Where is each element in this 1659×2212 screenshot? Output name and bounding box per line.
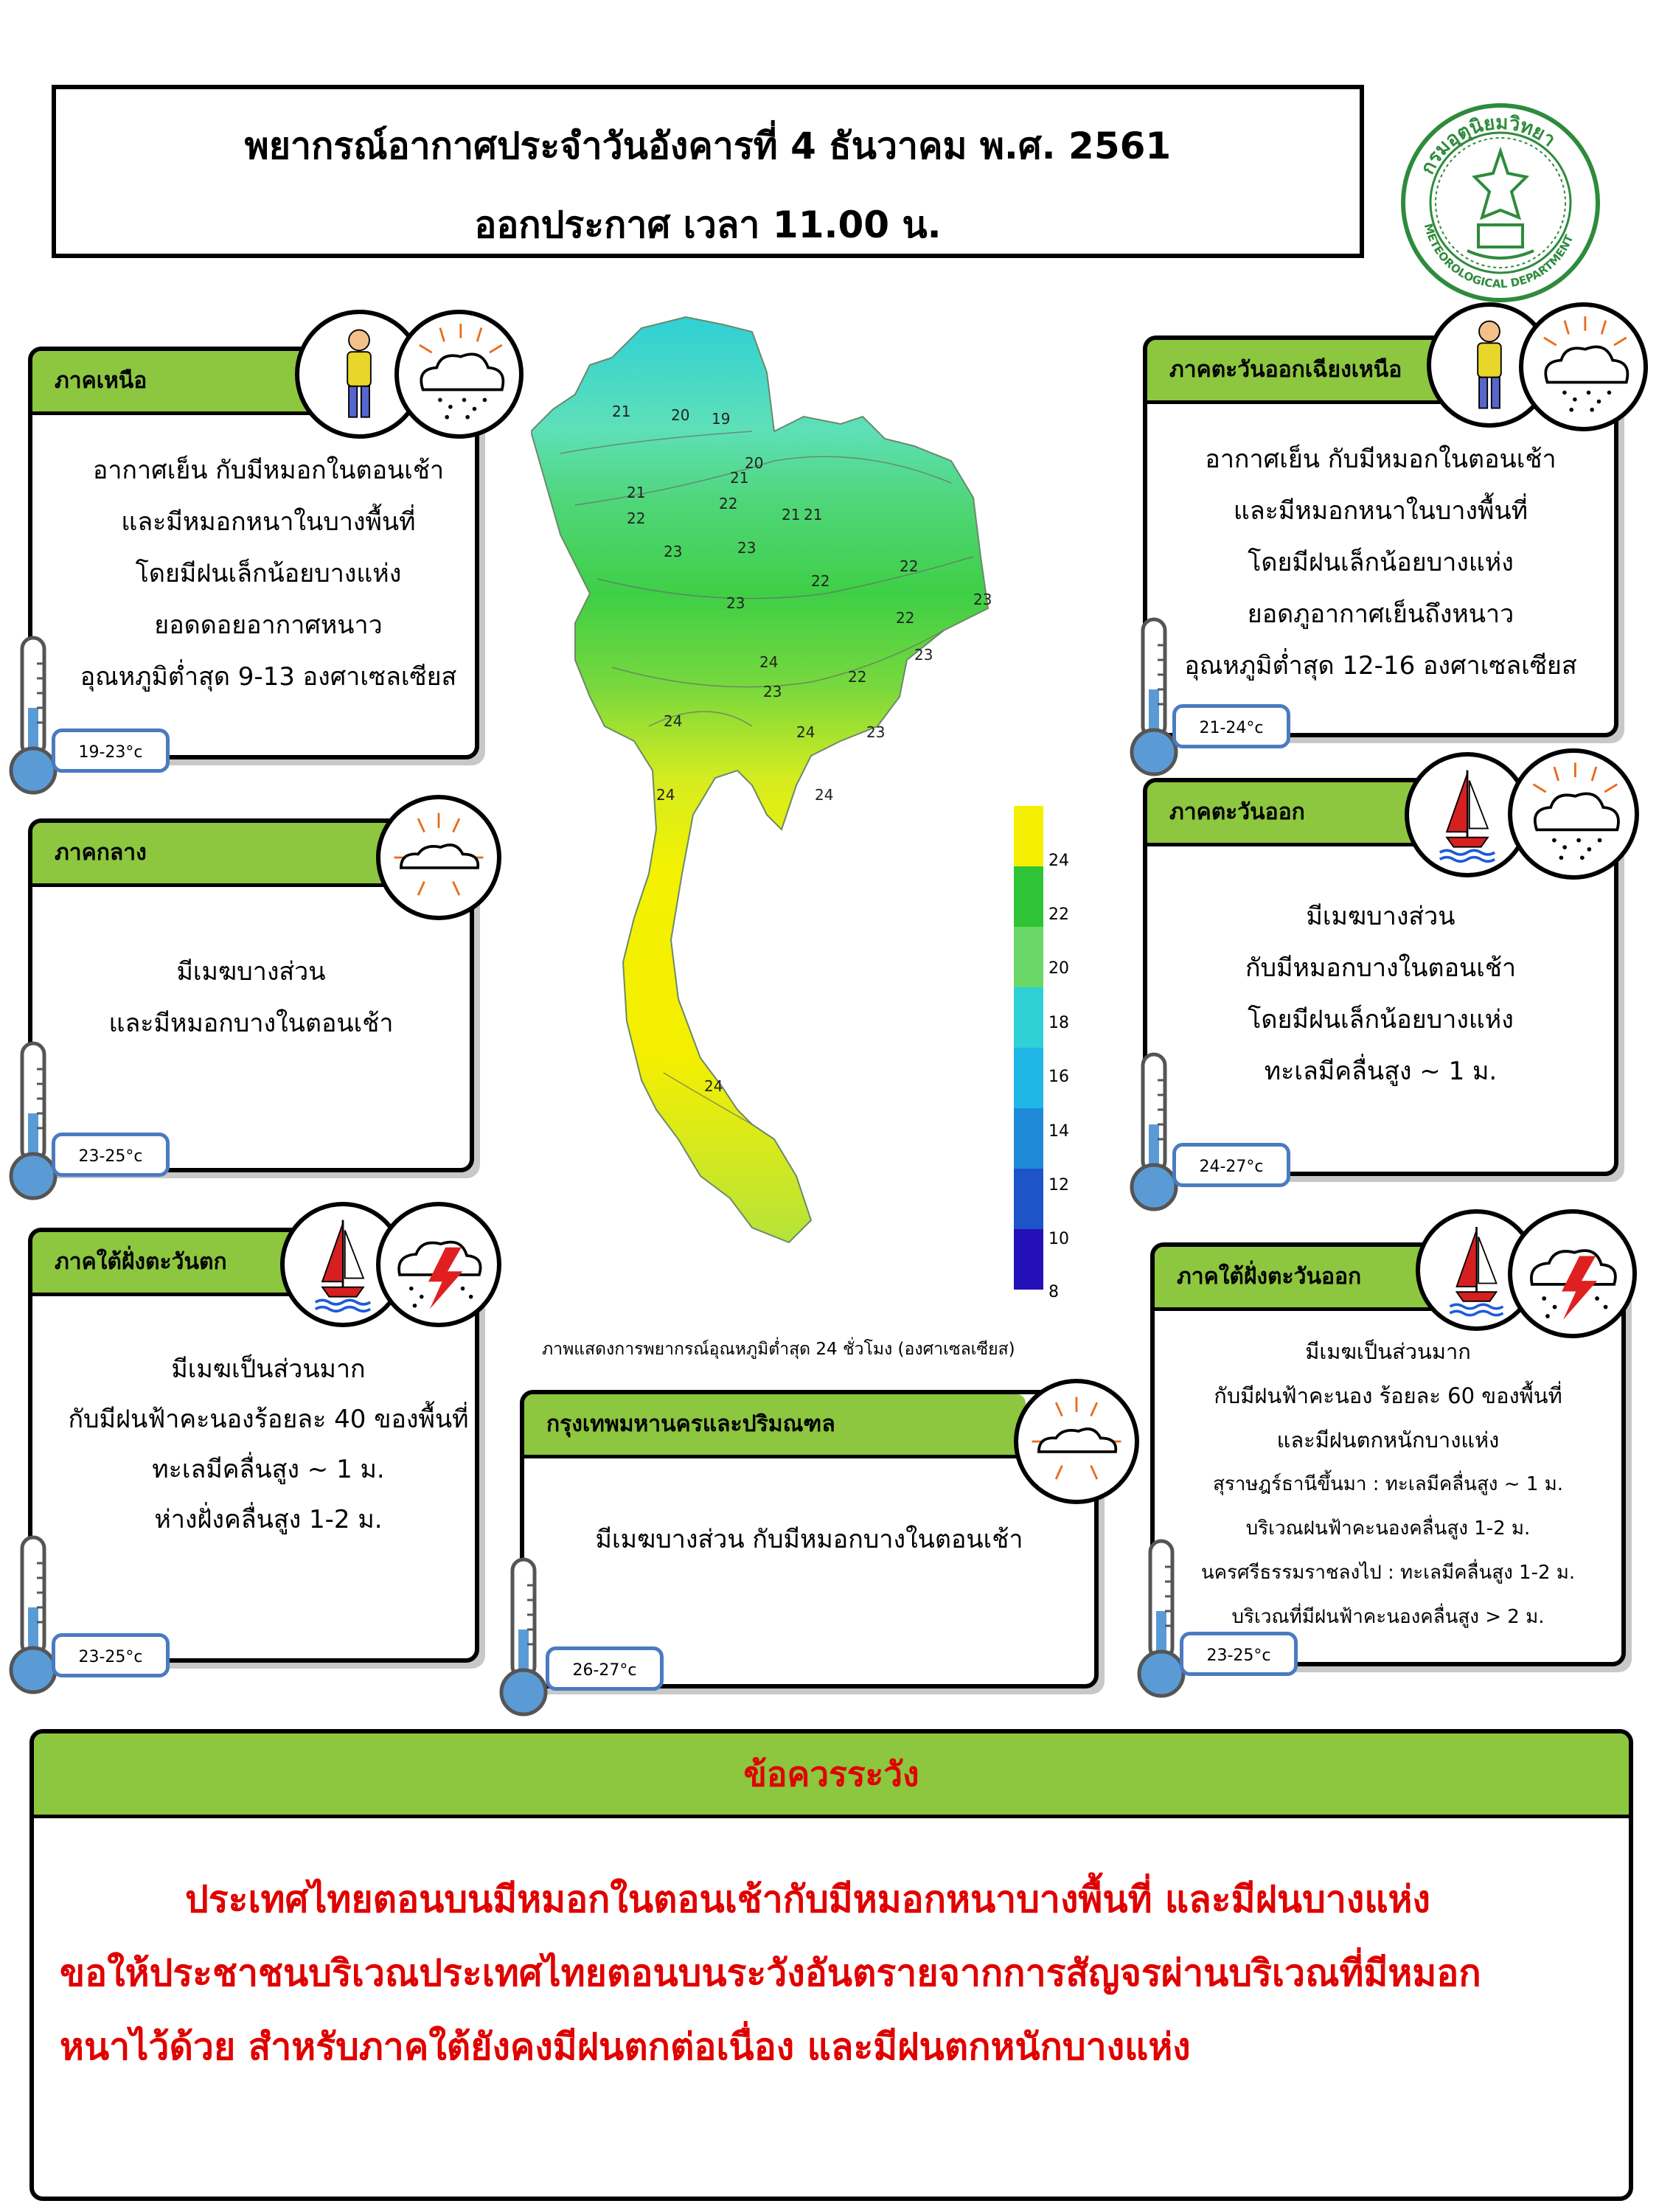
svg-text:23: 23 xyxy=(866,723,886,741)
logo-thai-text: กรมอุตุนิยมวิทยา xyxy=(1416,111,1560,178)
cloud-sun-icon xyxy=(376,795,501,920)
east-line-3: โดยมีฝนเล็กน้อยบางแห่ง xyxy=(1248,1005,1514,1034)
northeast-cloud-rain-sun-icon xyxy=(1519,302,1648,431)
bangkok-thermometer-icon xyxy=(494,1556,553,1718)
panel-east-header: ภาคตะวันออก xyxy=(1147,782,1442,846)
central-line-1: มีเมฆบางส่วน xyxy=(176,957,326,987)
svg-text:24: 24 xyxy=(664,712,683,730)
northeast-line-2: และมีหมอกหนาในบางพื้นที่ xyxy=(1233,496,1528,526)
svg-text:23: 23 xyxy=(973,591,992,608)
panel-bangkok xyxy=(520,1390,1099,1688)
north-line-4: ยอดดอยอากาศหนาว xyxy=(154,611,383,640)
svg-text:24: 24 xyxy=(704,1077,723,1095)
svg-text:21: 21 xyxy=(782,506,801,524)
east-thermometer-icon xyxy=(1124,1051,1183,1213)
svg-text:23: 23 xyxy=(763,683,782,700)
east-line-4: ทะเลมีคลื่นสูง ~ 1 ม. xyxy=(1264,1057,1498,1086)
south-east-line-7: บริเวณที่มีฝนฟ้าคะนองคลื่นสูง > 2 ม. xyxy=(1231,1606,1545,1628)
svg-text:24: 24 xyxy=(815,786,834,804)
east-line-2: กับมีหมอกบางในตอนเช้า xyxy=(1245,953,1517,983)
south-west-line-4: ห่างฝั่งคลื่นสูง 1-2 ม. xyxy=(154,1505,383,1534)
logo-english-text: METEOROLOGICAL DEPARTMENT xyxy=(1421,222,1576,291)
svg-text:21: 21 xyxy=(730,469,749,487)
svg-text:20: 20 xyxy=(671,406,690,424)
northeast-temp-badge: 21-24°c xyxy=(1172,704,1290,748)
svg-text:21: 21 xyxy=(612,403,631,420)
legend-label-22: 22 xyxy=(1048,905,1069,924)
northeast-line-1: อากาศเย็น กับมีหมอกในตอนเช้า xyxy=(1205,445,1557,474)
panel-south-east-header: ภาคใต้ฝั่งตะวันออก xyxy=(1155,1247,1450,1311)
title-line-1: พยากรณ์อากาศประจำวันอังคารที่ 4 ธันวาคม พ.ศ. 2561 xyxy=(244,125,1172,167)
warning-title: ข้อควรระวัง xyxy=(34,1733,1629,1818)
legend-label-12: 12 xyxy=(1048,1176,1069,1194)
east-cloud-rain-sun-icon xyxy=(1508,748,1639,880)
panel-north-header: ภาคเหนือ xyxy=(32,351,320,415)
legend-label-10: 10 xyxy=(1048,1230,1069,1248)
meteorological-department-logo xyxy=(1397,100,1604,306)
northeast-line-5: อุณหภูมิต่ำสุด 12-16 องศาเซลเซียส xyxy=(1184,651,1577,681)
central-line-2: และมีหมอกบางในตอนเช้า xyxy=(108,1009,394,1038)
svg-text:23: 23 xyxy=(726,594,745,612)
svg-text:21: 21 xyxy=(627,484,646,501)
svg-text:20: 20 xyxy=(745,454,764,472)
bangkok-cloud-sun-icon xyxy=(1014,1379,1139,1504)
title-line-2: ออกประกาศ เวลา 11.00 น. xyxy=(474,204,942,246)
central-thermometer-icon xyxy=(4,1040,63,1202)
northeast-line-4: ยอดภูอากาศเย็นถึงหนาว xyxy=(1247,599,1514,629)
panel-south-west-header: ภาคใต้ฝั่งตะวันตก xyxy=(32,1232,320,1296)
svg-text:22: 22 xyxy=(900,557,919,575)
bangkok-temp-badge: 26-27°c xyxy=(546,1646,664,1691)
svg-text:22: 22 xyxy=(848,668,867,686)
panel-northeast-header: ภาคตะวันออกเฉียงเหนือ xyxy=(1147,340,1479,404)
warning-line-3: หนาไว้ด้วย สำหรับภาคใต้ยังคงมีฝนตกต่อเนื่อง และมีฝนตกหนักบางแห่ง xyxy=(60,2025,1191,2068)
south-east-line-5: บริเวณฝนฟ้าคะนองคลื่นสูง 1-2 ม. xyxy=(1245,1517,1531,1540)
svg-text:22: 22 xyxy=(627,509,646,527)
svg-text:21: 21 xyxy=(804,506,823,524)
svg-text:22: 22 xyxy=(719,495,738,512)
legend-label-16: 16 xyxy=(1048,1068,1069,1086)
south-east-thunderstorm-icon xyxy=(1508,1209,1637,1338)
svg-text:23: 23 xyxy=(664,543,683,560)
panel-bangkok-header: กรุงเทพมหานครและปริมณฑล xyxy=(524,1394,1026,1458)
svg-text:22: 22 xyxy=(811,572,830,590)
south-east-line-3: และมีฝนตกหนักบางแห่ง xyxy=(1276,1427,1500,1453)
east-line-1: มีเมฆบางส่วน xyxy=(1306,902,1455,931)
thunderstorm-icon xyxy=(376,1202,501,1327)
legend-label-18: 18 xyxy=(1048,1014,1069,1032)
cloud-rain-sun-icon xyxy=(394,310,524,439)
south-west-line-3: ทะเลมีคลื่นสูง ~ 1 ม. xyxy=(152,1455,385,1484)
south-east-line-2: กับมีฝนฟ้าคะนอง ร้อยละ 60 ของพื้นที่ xyxy=(1214,1383,1562,1408)
south-east-temp-badge: 23-25°c xyxy=(1180,1632,1298,1676)
south-east-line-6: นครศรีธรรมราชลงไป : ทะเลมีคลื่นสูง 1-2 ม. xyxy=(1200,1562,1576,1584)
svg-text:24: 24 xyxy=(656,786,675,804)
bangkok-line-1: มีเมฆบางส่วน กับมีหมอกบางในตอนเช้า xyxy=(595,1525,1023,1554)
central-temp-badge: 23-25°c xyxy=(52,1133,170,1177)
north-thermometer-icon xyxy=(4,634,63,796)
svg-text:19: 19 xyxy=(712,410,731,428)
svg-text:22: 22 xyxy=(896,609,915,627)
north-line-5: อุณหภูมิต่ำสุด 9-13 องศาเซลเซียส xyxy=(80,662,457,692)
warning-box xyxy=(29,1729,1633,2201)
south-east-line-1: มีเมฆเป็นส่วนมาก xyxy=(1305,1339,1471,1364)
svg-text:23: 23 xyxy=(914,646,933,664)
svg-text:24: 24 xyxy=(796,723,815,741)
south-west-line-1: มีเมฆเป็นส่วนมาก xyxy=(171,1354,366,1384)
legend-label-20: 20 xyxy=(1048,959,1069,978)
north-line-1: อากาศเย็น กับมีหมอกในตอนเช้า xyxy=(92,456,445,485)
warning-line-1: ประเทศไทยตอนบนมีหมอกในตอนเช้ากับมีหมอกหนาบางพื้นที่ และมีฝนบางแห่ง xyxy=(185,1878,1430,1921)
north-temp-badge: 19-23°c xyxy=(52,728,170,773)
title-box xyxy=(52,85,1364,258)
northeast-line-3: โดยมีฝนเล็กน้อยบางแห่ง xyxy=(1248,548,1514,577)
map-caption: ภาพแสดงการพยากรณ์อุณหภูมิต่ำสุด 24 ชั่วโมง (องศาเซลเซียส) xyxy=(542,1340,1015,1359)
legend-label-8: 8 xyxy=(1048,1283,1059,1301)
south-east-thermometer-icon xyxy=(1132,1537,1191,1700)
map-legend-colorbar xyxy=(1014,806,1043,1293)
south-west-temp-badge: 23-25°c xyxy=(52,1633,170,1677)
panel-central-header: ภาคกลาง xyxy=(32,823,408,887)
north-line-2: และมีหมอกหนาในบางพื้นที่ xyxy=(121,507,416,537)
south-east-line-4: สุราษฎร์ธานีขึ้นมา : ทะเลมีคลื่นสูง ~ 1 ม. xyxy=(1212,1473,1564,1495)
north-line-3: โดยมีฝนเล็กน้อยบางแห่ง xyxy=(135,559,402,588)
legend-label-24: 24 xyxy=(1048,852,1069,870)
legend-label-14: 14 xyxy=(1048,1122,1069,1141)
northeast-thermometer-icon xyxy=(1124,616,1183,778)
warning-line-2: ขอให้ประชาชนบริเวณประเทศไทยตอนบนระวังอันตรายจากการสัญจรผ่านบริเวณที่มีหมอก xyxy=(60,1952,1481,1994)
south-west-line-2: กับมีฝนฟ้าคะนองร้อยละ 40 ของพื้นที่ xyxy=(68,1405,469,1434)
svg-text:23: 23 xyxy=(737,539,757,557)
east-temp-badge: 24-27°c xyxy=(1172,1143,1290,1187)
svg-text:24: 24 xyxy=(759,653,779,671)
